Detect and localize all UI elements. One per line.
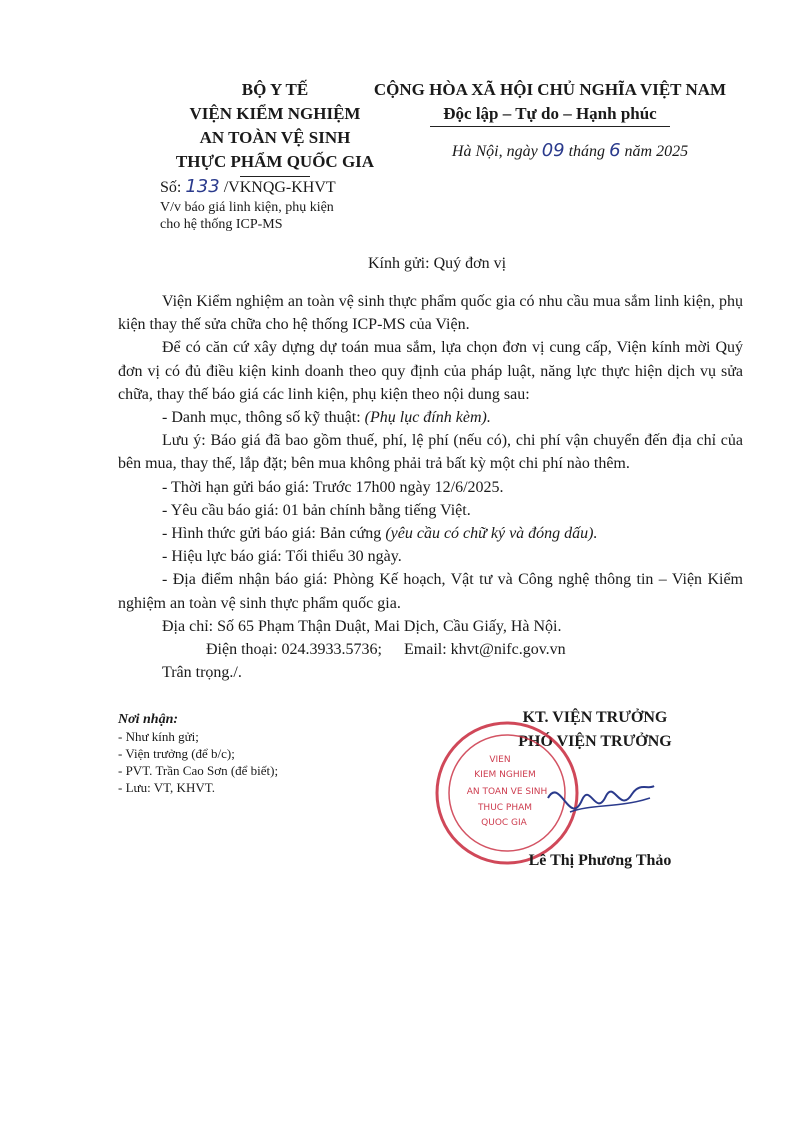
signature-title-line1: KT. VIỆN TRƯỞNG <box>522 709 668 726</box>
item-format <box>118 522 743 545</box>
institute-name-line2: AN TOÀN VỆ SINH <box>199 128 351 147</box>
contact-address: Địa chỉ: Số 65 Phạm Thận Duật, Mai Dịch, Cầu Giấy, Hà Nội. <box>162 617 562 635</box>
item-validity: - Hiệu lực báo giá: Tối thiểu 30 ngày. <box>162 548 402 566</box>
item-format-label: - Hình thức gửi báo giá: Bản cứng <box>162 525 386 543</box>
document-number <box>160 176 336 197</box>
paragraph-intro: Viện Kiểm nghiệm an toàn vệ sinh thực phẩm quốc gia có nhu cầu mua sắm linh kiện, phụ kiện thay thế sửa chữa cho hệ thống ICP-MS của Viện. <box>118 293 743 334</box>
contact-phone: Điện thoại: 024.3933.5736; <box>206 641 382 659</box>
recipient-item: - PVT. Trần Cao Sơn (để biết); <box>118 763 279 778</box>
stamp-text-line: QUOC GIA <box>481 818 527 828</box>
ministry-name: BỘ Y TẾ <box>241 80 309 99</box>
doc-number-prefix: Số: <box>160 179 186 196</box>
item-catalog-label: - Danh mục, thông số kỹ thuật: <box>162 409 365 427</box>
date-prefix: Hà Nội, ngày <box>451 143 542 160</box>
item-catalog-note: (Phụ lục đính kèm). <box>364 409 491 427</box>
subject-line1: V/v báo giá linh kiện, phụ kiện <box>160 200 334 215</box>
contact-line <box>118 638 743 661</box>
date-year: năm 2025 <box>620 143 689 160</box>
recipient-item: - Viện trưởng (để b/c); <box>118 746 235 761</box>
recipient-item: - Lưu: VT, KHVT. <box>118 780 215 795</box>
stamp-text-line: THUC PHAM <box>477 803 533 813</box>
institute-name-line3: THỰC PHẨM QUỐC GIA <box>175 152 375 171</box>
stamp-text-line: AN TOAN VE SINH <box>466 787 548 797</box>
stamp-text-line: VIEN <box>489 755 511 765</box>
item-format-note: (yêu cầu có chữ ký và đóng dấu). <box>385 525 598 543</box>
doc-number-value: 133 <box>185 176 220 197</box>
salutation: Kính gửi: Quý đơn vị <box>368 255 507 272</box>
subject-line2: cho hệ thống ICP-MS <box>160 217 283 232</box>
doc-number-suffix: /VKNQG-KHVT <box>219 179 336 196</box>
recipients-title: Nơi nhận: <box>118 712 179 727</box>
item-catalog <box>118 406 743 429</box>
contact-email: Email: khvt@nifc.gov.vn <box>404 641 566 659</box>
stamp-text-line: KIEM NGHIEM <box>474 770 536 780</box>
handwritten-signature <box>540 768 660 838</box>
item-deadline: - Thời hạn gửi báo giá: Trước 17h00 ngày 12/6/2025. <box>162 478 504 496</box>
signature-title-line2: PHÓ VIỆN TRƯỞNG <box>518 733 672 750</box>
date-month-label: tháng <box>564 143 610 160</box>
motto-underline <box>430 126 670 127</box>
paragraph-invitation: Để có căn cứ xây dựng dự toán mua sắm, lựa chọn đơn vị cung cấp, Viện kính mời Quý đơn vị có đủ điều kiện kinh doanh theo quy định của pháp luật, năng lực thực hiện dịch vụ sửa chữa, thay thế báo giá các linh kiện, phụ kiện theo nội dung sau: <box>118 339 743 403</box>
date-month: 6 <box>609 140 621 161</box>
issue-date <box>405 140 735 161</box>
signer-name: Lê Thị Phương Thảo <box>528 852 672 869</box>
country-name: CỘNG HÒA XÃ HỘI CHỦ NGHĨA VIỆT NAM <box>373 80 727 99</box>
national-header <box>350 78 750 126</box>
letter-body <box>118 290 743 684</box>
recipient-item: - Như kính gửi; <box>118 729 199 744</box>
item-location: - Địa điểm nhận báo giá: Phòng Kế hoạch, Vật tư và Công nghệ thông tin – Viện Kiểm nghiệm an toàn vệ sinh thực phẩm quốc gia. <box>118 571 743 612</box>
closing: Trân trọng./. <box>162 664 242 682</box>
item-request: - Yêu cầu báo giá: 01 bản chính bằng tiếng Việt. <box>162 501 471 519</box>
document-subject <box>160 199 400 233</box>
institute-name-line1: VIỆN KIỂM NGHIỆM <box>189 104 361 123</box>
national-motto: Độc lập – Tự do – Hạnh phúc <box>443 104 657 123</box>
date-day: 09 <box>541 140 565 161</box>
recipients-block <box>118 711 418 796</box>
paragraph-note: Lưu ý: Báo giá đã bao gồm thuế, phí, lệ phí (nếu có), chi phí vận chuyển đến địa chỉ của bên mua, thay thế, lắp đặt; bên mua không phải trả bất kỳ một chi phí nào thêm. <box>118 432 743 473</box>
